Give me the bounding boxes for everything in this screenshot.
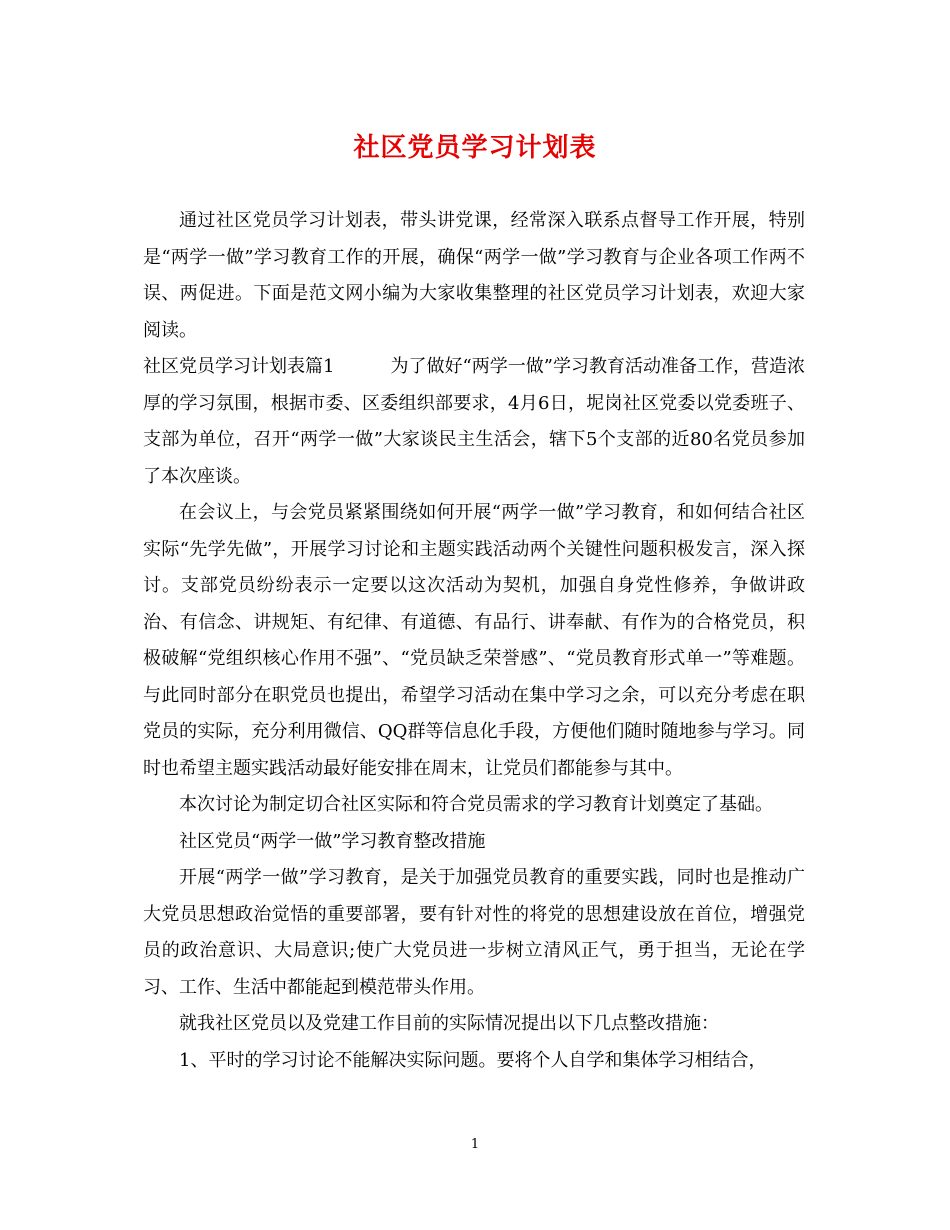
intro-paragraph: 通过社区党员学习计划表，带头讲党课，经常深入联系点督导工作开展，特别是“两学一做”学习教育工作的开展，确保“两学一做”学习教育与企业各项工作两不误、两促进。下面是范文网小编为大家收集整理的社区党员学习计划表，欢迎大家阅读。	[143, 210, 805, 341]
summary-paragraph: 本次讨论为制定切合社区实际和符合党员需求的学习教育计划奠定了基础。	[179, 794, 773, 815]
subheading-paragraph: 社区党员“两学一做”学习教育整改措施	[179, 830, 486, 852]
measure-1-paragraph: 1、平时的学习讨论不能解决实际问题。要将个人自学和集体学习相结合，	[179, 1049, 767, 1071]
page-number: 1	[470, 1137, 480, 1152]
section-1-text: 为了做好“两学一做”学习教育活动准备工作，营造浓厚的学习氛围，根据市委、区委组织部要求，4月6日，坭岗社区党委以党委班子、支部为单位，召开“两学一做”大家谈民主生活会，辖下5个支部的近80名党员参加了本次座谈。	[143, 356, 806, 487]
meeting-paragraph: 在会议上，与会党员紧紧围绕如何开展“两学一做”学习教育，和如何结合社区实际“先学先做”，开展学习讨论和主题实践活动两个关键性问题积极发言，深入探讨。支部党员纷纷表示一定要以这次活动为契机，加强自身党性修养，争做讲政治、有信念、讲规矩、有纪律、有道德、有品行、讲奉献、有作为的合格党员，积极破解“党组织核心作用不强”、“党员缺乏荣誉感”、“党员教育形式单一”等难题。与此同时部分在职党员也提出，希望学习活动在集中学习之余，可以充分考虑在职党员的实际，充分利用微信、QQ群等信息化手段，方便他们随时随地参与学习。同时也希望主题实践活动最好能安排在周末，让党员们都能参与其中。	[143, 502, 805, 779]
measures-intro-paragraph: 就我社区党员以及党建工作目前的实际情况提出以下几点整改措施：	[179, 1013, 719, 1034]
rectification-paragraph: 开展“两学一做”学习教育，是关于加强党员教育的重要实践，同时也是推动广大党员思想政治觉悟的重要部署，要有针对性的将党的思想建设放在首位，增强党员的政治意识、大局意识;使广大党员进一步树立清风正气，勇于担当，无论在学习、工作、生活中都能起到模范带头作用。	[143, 867, 805, 998]
document-body	[143, 203, 805, 1079]
section-1-paragraph	[143, 349, 805, 495]
document-title: 社区党员学习计划表	[353, 133, 597, 163]
section-label: 社区党员学习计划表篇1	[143, 356, 335, 377]
